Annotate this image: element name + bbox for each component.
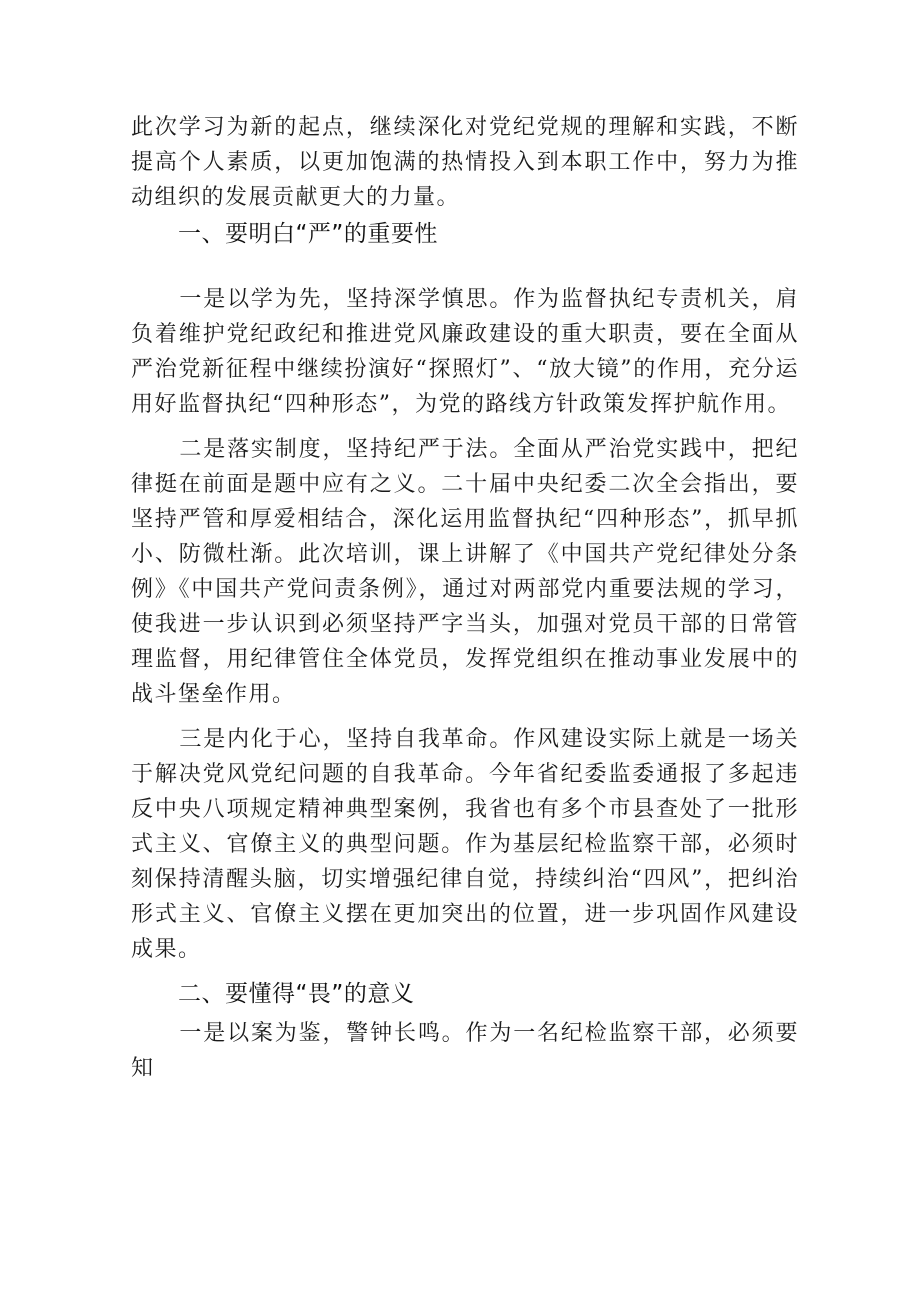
opening-paragraph: 此次学习为新的起点，继续深化对党纪党规的理解和实践，不断提高个人素质，以更加饱满的热情投入到本职工作中，努力为推动组织的发展贡献更大的力量。 xyxy=(131,115,799,210)
section-1-paragraph-3: 三是内化于心，坚持自我革命。作风建设实际上就是一场关于解决党风党纪问题的自我革命。今年省纪委监委通报了多起违反中央八项规定精神典型案例，我省也有多个市县查处了一批形式主义、官僚主义的典型问题。作为基层纪检监察干部，必须时刻保持清醒头脑，切实增强纪律自觉，持续纠治“四风”，把纠治形式主义、官僚主义摆在更加突出的位置，进一步巩固作风建设成果。 xyxy=(131,727,799,962)
section-2-heading: 二、要懂得“畏”的意义 xyxy=(178,981,415,1007)
section-1-paragraph-2: 二是落实制度，坚持纪严于法。全面从严治党实践中，把纪律挺在前面是题中应有之义。二十届中央纪委二次全会指出，要坚持严管和厚爱相结合，深化运用监督执纪“四种形态”，抓早抓小、防微杜渐。此次培训，课上讲解了《中国共产党纪律处分条例》《中国共产党问责条例》，通过对两部党内重要法规的学习，使我进一步认识到必须坚持严字当头，加强对党员干部的日常管理监督，用纪律管住全体党员，发挥党组织在推动事业发展中的战斗堡垒作用。 xyxy=(131,437,799,707)
document-body xyxy=(131,110,799,1086)
section-1-heading: 一、要明白“严”的重要性 xyxy=(178,221,438,247)
section-1-paragraph-1: 一是以学为先，坚持深学慎思。作为监督执纪专责机关，肩负着维护党纪政纪和推进党风廉政建设的重大职责，要在全面从严治党新征程中继续扮演好“探照灯”、“放大镜”的作用，充分运用好监督执纪“四种形态”，为党的路线方针政策发挥护航作用。 xyxy=(131,287,799,417)
section-2-paragraph-1: 一是以案为鉴，警钟长鸣。作为一名纪检监察干部，必须要知 xyxy=(131,1021,799,1081)
